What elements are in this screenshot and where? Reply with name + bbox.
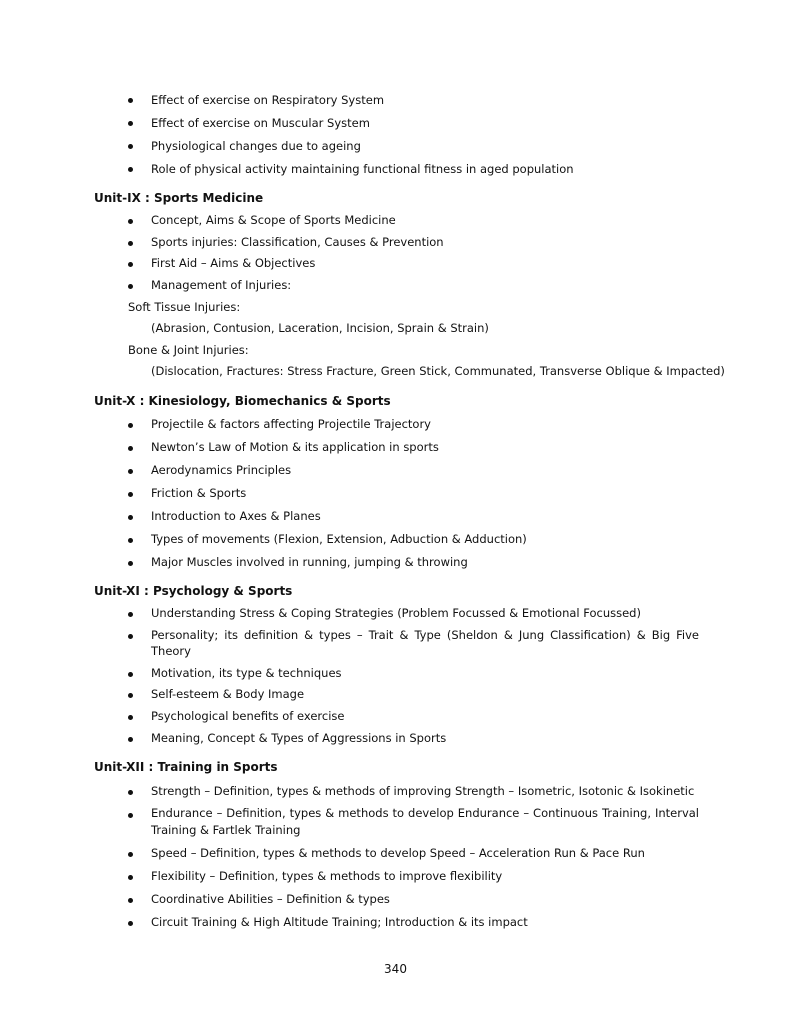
list-item: Strength – Definition, types & methods of improving Strength – Isometric, Isotonic & Isokinetic (151, 784, 695, 798)
list-item: Personality; its definition & types – Trait & Type (Sheldon & Jung Classification) & Big Five (151, 628, 699, 642)
bullet-icon (128, 852, 133, 857)
list-item: Coordinative Abilities – Definition & types (151, 892, 390, 906)
bullet-icon (128, 284, 133, 289)
list-item: Concept, Aims & Scope of Sports Medicine (151, 213, 396, 227)
list-item: Self-esteem & Body Image (151, 687, 305, 701)
list-item: Flexibility – Definition, types & methods to improve flexibility (151, 869, 503, 883)
bullet-icon (128, 167, 133, 172)
subsection-detail: (Dislocation, Fractures: Stress Fracture, Green Stick, Communated, Transverse Oblique & Impacted) (151, 364, 725, 378)
list-item: Meaning, Concept & Types of Aggressions in Sports (151, 731, 447, 745)
bullet-icon (128, 469, 133, 474)
list-item: Newton’s Law of Motion & its application in sports (151, 440, 439, 454)
bullet-icon (128, 612, 133, 617)
list-item: Physiological changes due to ageing (151, 139, 361, 153)
bullet-icon (128, 98, 133, 103)
unit-heading: Unit-X : Kinesiology, Biomechanics & Sports (94, 394, 391, 408)
bullet-icon (128, 561, 133, 566)
list-item: Friction & Sports (151, 486, 247, 500)
page-number: 340 (384, 962, 407, 976)
bullet-icon (128, 144, 133, 149)
list-item: Motivation, its type & techniques (151, 666, 342, 680)
list-item: Psychological benefits of exercise (151, 709, 345, 723)
unit-heading: Unit-XI : Psychology & Sports (94, 584, 293, 598)
list-item: Effect of exercise on Muscular System (151, 116, 370, 130)
bullet-icon (128, 515, 133, 520)
bullet-icon (128, 672, 133, 677)
subsection-label: Bone & Joint Injuries: (128, 343, 249, 357)
list-item: Introduction to Axes & Planes (151, 509, 321, 523)
list-item: Aerodynamics Principles (151, 463, 292, 477)
list-item: First Aid – Aims & Objectives (151, 256, 316, 270)
bullet-icon (128, 875, 133, 880)
list-item: Types of movements (Flexion, Extension, Adbuction & Adduction) (151, 532, 527, 546)
bullet-icon (128, 813, 133, 818)
list-item: Endurance – Definition, types & methods to develop Endurance – Continuous Training, Interval (151, 806, 699, 820)
bullet-icon (128, 219, 133, 224)
list-item: Sports injuries: Classification, Causes & Prevention (151, 235, 444, 249)
list-item: Speed – Definition, types & methods to develop Speed – Acceleration Run & Pace Run (151, 846, 645, 860)
bullet-icon (128, 241, 133, 246)
bullet-icon (128, 492, 133, 497)
bullet-icon (128, 898, 133, 903)
list-item: Management of Injuries: (151, 278, 292, 292)
list-item: Projectile & factors affecting Projectile Trajectory (151, 417, 431, 431)
list-item: Circuit Training & High Altitude Training; Introduction & its impact (151, 915, 528, 929)
bullet-icon (128, 446, 133, 451)
subsection-label: Soft Tissue Injuries: (128, 300, 241, 314)
subsection-detail: (Abrasion, Contusion, Laceration, Incision, Sprain & Strain) (151, 321, 489, 335)
bullet-icon (128, 790, 133, 795)
list-item: Role of physical activity maintaining functional fitness in aged population (151, 162, 574, 176)
list-item: Effect of exercise on Respiratory System (151, 93, 385, 107)
bullet-icon (128, 121, 133, 126)
list-item: Major Muscles involved in running, jumping & throwing (151, 555, 468, 569)
bullet-icon (128, 538, 133, 543)
bullet-icon (128, 921, 133, 926)
bullet-icon (128, 693, 133, 698)
bullet-icon (128, 423, 133, 428)
unit-heading: Unit-XII : Training in Sports (94, 760, 278, 774)
bullet-icon (128, 737, 133, 742)
bullet-icon (128, 262, 133, 267)
unit-heading: Unit-IX : Sports Medicine (94, 191, 264, 205)
bullet-icon (128, 634, 133, 639)
list-item: Understanding Stress & Coping Strategies (Problem Focussed & Emotional Focussed) (151, 606, 641, 620)
list-item-continuation: Training & Fartlek Training (151, 823, 301, 837)
bullet-icon (128, 715, 133, 720)
list-item-continuation: Theory (151, 644, 191, 658)
